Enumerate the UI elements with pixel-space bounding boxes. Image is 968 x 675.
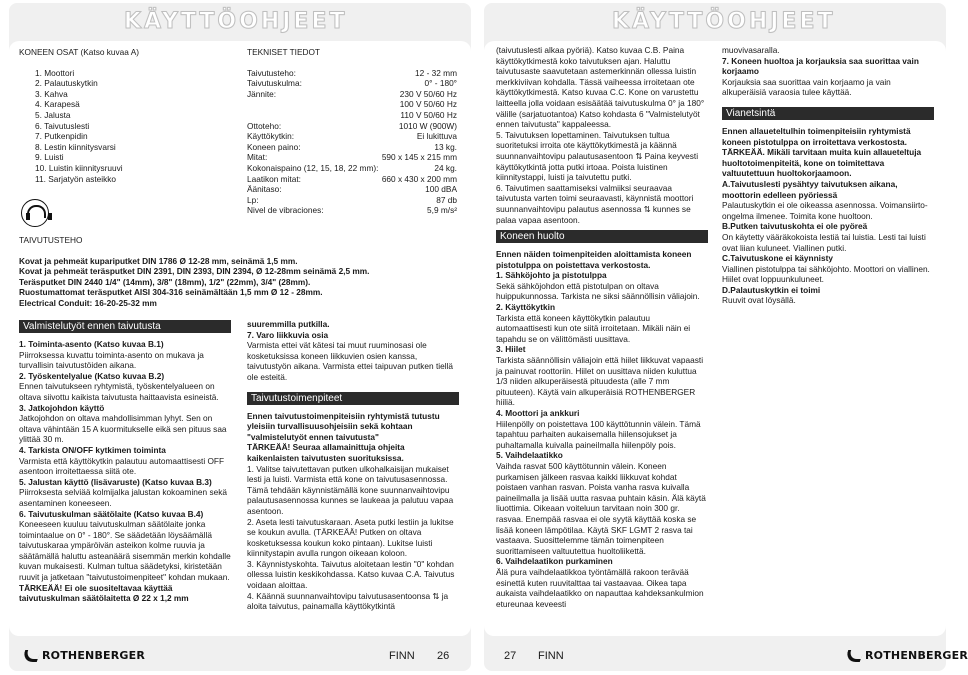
bending-step: 2. Aseta lesti taivutuskaraan. Aseta putki lestiin ja lukitse se koukun avulla. (TÄRKEÄÄ! Putken on oltava kosketuksessa koukun koko pintaan). Lukitse luisti kiinnitystapin avulla rungon oikeaan koloon. — [247, 516, 454, 559]
item-heading: 5. Jalustan käyttö (lisävaruste) (Katso kuvaa B.3) — [19, 476, 212, 487]
bending-step: 3. Käynnistyskohta. Taivutus aloitetaan lestin "0" kohdan ollessa luistin keskikohdassa. Katso kuvaa C.A. Taivutus voidaan aloittaa. — [247, 558, 455, 591]
parts-section — [19, 47, 229, 184]
parts-list — [19, 68, 229, 185]
left-page — [9, 3, 471, 671]
bending-continued: (taivutuslesti alkaa pyöriä). Katso kuvaa C.B. Paina käyttökytkimestä koko taivutuksen ajan. Haluttu taivutusaste saavutetaan astemerkinnän ollessa luistin merkkiviivan kohdalla. Tässä vaiheessa irroitetaan ote käyttökytkimestä. Katso kuvaa C.C. Kone on varustettu laitteella jolla voidaan esisäätää taivutuskulma 0° ja 180° välille (sarjatuotantoa) Katso kohdasta 6 "Valmistelutyöt ennen taivutusta" kappaleessa. — [496, 45, 705, 130]
maintenance-continued: muovivasaralla. — [722, 45, 780, 55]
capacity-line: Ruostumattomat teräsputket AISI 304-316 seinämältään 1,5 mm Ø 12 - 28mm. — [19, 287, 323, 298]
bending-section — [247, 319, 459, 612]
bending-step-5: 5. Taivutuksen lopettaminen. Taivutuksen tultua suoritetuksi irroita ote käyttökytkimestä ja käännä suunnanvaihtovipu palautusasentoon ⇅ Paina keyvesti käyttökytkintä jotta putki irtoaa. Poista luistinen kiinnitystappi, luisti ja taivutettu putki. — [496, 129, 699, 183]
item-heading: B.Putken taivutuskohta ei ole pyöreä — [722, 221, 868, 232]
brand-swoosh-icon — [844, 650, 864, 662]
brand-name: ROTHENBERGER — [865, 649, 968, 662]
tech-row — [247, 99, 457, 110]
item-heading: D.Palautuskytkin ei toimi — [722, 284, 821, 295]
item-text: Älä pura vaihdelaatikkoa työntämällä rakoon terävää esinettä kuten ruuvitalttaa tai vastaavaa. Oikea tapa aukaista vaihdelaatikko on napauttaa kahdeksankulmion etureunaa keveesti — [496, 566, 704, 609]
tech-value: 110 V 50/60 Hz — [400, 109, 457, 120]
angle-warning: TÄRKEÄÄ! Ei ole suositeltavaa käyttää taivutuskulman säätölaitetta Ø 22 x 1,2 mm — [19, 582, 189, 604]
tech-key: Jännite: — [247, 88, 277, 99]
right-col-1 — [496, 45, 708, 609]
right-col-2 — [722, 45, 934, 306]
brand-logo — [23, 649, 145, 662]
maintenance-intro: Ennen näiden toimenpiteiden aloittamista koneen pistotulppa on poistettava verkostosta. — [496, 249, 692, 270]
tech-value: 100 V 50/60 Hz — [399, 99, 457, 110]
tech-title: TEKNISET TIEDOT — [247, 47, 320, 57]
tech-row — [247, 68, 457, 79]
tech-value: 100 dBA — [425, 184, 457, 195]
tech-key: Koneen paino: — [247, 141, 301, 152]
left-footer — [9, 641, 471, 671]
prep-items — [19, 339, 231, 583]
bending-step: 1. Valitse taivutettavan putken ulkohalkaisijan mukaiset lesti ja luisti. Varmista että kone on taivutusasennossa. Tämä tehdään käynnistämällä kone suunnanvaihtovipu palautusasennossa kunnes se laukeaa ja palutuu vapaa asentoon. — [247, 463, 454, 516]
parts-list-item: 6. Taivutuslesti — [35, 120, 90, 131]
right-footer — [484, 641, 968, 671]
tech-value: 590 x 145 x 215 mm — [381, 152, 457, 163]
maintenance-items — [496, 270, 708, 609]
tech-row — [247, 78, 457, 89]
tech-key: Äänitaso: — [247, 184, 282, 195]
capacity-line: Kovat ja pehmeät kupariputket DIN 1786 Ø 12-28 mm, seinämä 1,5 mm. — [19, 255, 298, 266]
repair-text: Korjauksia saa suorittaa vain korjaamo ja vain alkuperäisiä varaosia tulee käyttää. — [722, 76, 891, 98]
tech-row — [247, 89, 457, 100]
parts-list-item: 7. Putkenpidin — [35, 131, 88, 142]
moving-parts-text: Varmista ettei vät kätesi tai muut ruuminosasi ole kosketuksissa koneen liikkuvien osien kanssa, taivutustyön aikana. Varmista ettei taipuvan putken tiellä ole esteitä. — [247, 340, 454, 382]
item-heading: 1. Sähköjohto ja pistotulppa — [496, 270, 607, 281]
capacity-line: Electrical Conduit: 16-20-25-32 mm — [19, 297, 157, 308]
item-text: Vaihda rasvat 500 käyttötunnin välein. Koneen purkamisen jälkeen rasvaa kaikki liikkuvat kohdat poistaen vanhan rasvan. Poista vanha rasva kuivalla paineilmalla ja lisää uutta rasvaa puhtain käsin. Älä käytä liuottimia. Oikeaan voiteluun tarvitaan noin 300 gr. rasvaa. Enempää rasvaa ei ole syytä käyttää koska se lisää koneen lämpötilaa. Käytä SKF LGMT 2 rasva tai vastaava. Suosittelemme tämän toimenpiteen suorittamiseen valtuutettua huoltoliikettä. — [496, 460, 706, 556]
tech-value: 0° - 180° — [424, 78, 457, 89]
bending-intro: Ennen taivutustoimenpiteisiin ryhtymistä tutustu yleisiin turvallisuusohjeisiin sekä kohtaan "valmistelutyöt ennen taivutusta" — [247, 410, 440, 442]
item-heading: A.Taivutuslesti pysähtyy taivutuksen aikana, moottorin edelleen pyöriessä — [722, 178, 898, 200]
section-header-maintenance: Koneen huolto — [496, 230, 708, 243]
item-heading: 6. Taivutuskulman säätölaite (Katso kuvaa B.4) — [19, 508, 204, 519]
parts-title: KONEEN OSAT (Katso kuvaa A) — [19, 47, 140, 57]
footer-language-right: FINN — [538, 650, 564, 662]
item-heading: 6. Vaihdelaatikon purkaminen — [496, 556, 613, 567]
parts-list-item: 10. Luistin kiinnitysruuvi — [35, 162, 123, 173]
tech-key: Ottoteho: — [247, 120, 282, 131]
section-header-preparation: Valmistelutyöt ennen taivutusta — [19, 320, 231, 333]
ear-protection-icon — [21, 199, 49, 227]
item-heading: 1. Toiminta-asento (Katso kuvaa B.1) — [19, 339, 164, 349]
tech-key: Kokonaispaino (12, 15, 18, 22 mm): — [247, 162, 379, 173]
capacity-line: Teräsputket DIN 2440 1/4" (14mm), 3/8" (18mm), 1/2" (22mm), 3/4" (28mm). — [19, 276, 311, 287]
item-text: Koneeseen kuuluu taivutuskulman säätölaite jonka toimintaalue on 0° - 180°. Se säädetään löysäämällä taivutuskaraa ympäröivän asteikon kolme ruuvia ja säätämällä haluttu asteanäärä sisemmän merkin kohdalle kuvan mukaisesti. Kulman tultua säädetyksi, kiristetään ruuvit ja jatketaan "taivutustoimenpiteet" kohdan mukaan. — [19, 519, 231, 583]
tech-row — [247, 131, 457, 142]
prep-section — [19, 319, 231, 604]
page-header-title-right: KÄYTTÖOHJEET — [612, 9, 836, 34]
parts-list-item: 2. Palautuskytkin — [35, 78, 98, 89]
parts-list-item: 1. Moottori — [35, 67, 75, 78]
bending-steps — [247, 464, 459, 612]
tech-value: 230 V 50/60 Hz — [399, 88, 457, 99]
troubleshooting-items — [722, 179, 934, 306]
item-heading: 2. Työskentelyalue (Katso kuvaa B.2) — [19, 370, 165, 381]
item-heading: 4. Tarkista ON/OFF kytkimen toiminta — [19, 444, 166, 455]
item-text: Ruuvit ovat löysällä. — [722, 295, 796, 306]
section-header-bending: Taivutustoimenpiteet — [247, 392, 459, 405]
item-text: Jatkojohdon on oltava mahdollisimman lyhyt. Sen on oltava vähintään 15 A kuormitukselle eikä sen pituus saa ylittää 30 m. — [19, 413, 227, 445]
parts-list-item: 9. Luisti — [35, 152, 64, 163]
tech-section — [247, 47, 457, 216]
moving-parts-heading: 7. Varo liikkuvia osia — [247, 329, 329, 340]
tech-value: 87 db — [436, 194, 457, 205]
item-heading: 2. Käyttökytkin — [496, 302, 556, 313]
tech-value: 660 x 430 x 200 mm — [381, 173, 457, 184]
item-heading: 5. Vaihdelaatikko — [496, 450, 563, 461]
item-text: Sekä sähköjohdon että pistotulpan on oltava huippukunnossa. Tarkista ne siksi säännöllisin väliajoin. — [496, 280, 700, 302]
item-text: Viallinen pistotulppa tai sähköjohto. Moottori on viallinen. Hiilet ovat loppuunkuluneet. — [722, 263, 930, 285]
capacity-section — [19, 193, 459, 309]
item-text: Tarkista että koneen käyttökytkin palautuu automaattisesti kun ote siitä irroitetaan. Mikäli näin ei tapahdu se on välittömästi uusittava. — [496, 312, 691, 344]
tech-key: Käyttökytkin: — [247, 131, 295, 142]
capacity-label: TAIVUTUSTEHO — [19, 235, 83, 245]
tech-value: Ei lukittuva — [416, 131, 457, 142]
item-heading: 3. Jatkojohdon käyttö — [19, 402, 105, 413]
item-text: Piirroksessa kuvattu toiminta-asento on mukava ja turvallisin taivutustöiden aikana. — [19, 349, 204, 371]
tech-row — [247, 163, 457, 174]
item-text: On käytetty vääräkokoista lestiä tai luistia. Lesti tai luisti ovat liian kuluneet. Viallinen putki. — [722, 231, 926, 253]
tech-value: 1010 W (900W) — [398, 120, 457, 131]
parts-list-item: 5. Jalusta — [35, 109, 71, 120]
item-text: Piirroksesta selviää kolmijalka jalustan kokoaminen sekä asentaminen koneeseen. — [19, 487, 227, 508]
brand-logo-right — [846, 649, 968, 662]
right-page-body — [484, 41, 946, 636]
prep-continued: suuremmilla putkilla. — [247, 319, 330, 329]
tech-key: Laatikon mitat: — [247, 173, 301, 184]
tech-value: 12 - 32 mm — [415, 67, 457, 78]
page-number-right: 27 — [504, 650, 517, 662]
tech-key: Mitat: — [247, 152, 268, 163]
parts-list-item: 4. Karapesä — [35, 99, 80, 110]
tech-key: Nivel de vibraciones: — [247, 205, 324, 216]
item-text: Palautuskytkin ei ole oikeassa asennossa. Voimansiirto-ongelma ilmenee. Toimita kone huoltoon. — [722, 200, 928, 221]
capacity-line: Kovat ja pehmeät teräsputket DIN 2391, DIN 2393, DIN 2394, Ø 12-28mm seinämä 2,5 mm. — [19, 266, 370, 277]
item-text: Hiilenpölly on poistettava 100 käyttötunnin välein. Tämä tapahtuu parhaiten aukaisemalla hiilensojukset ja puhaltamalla kuivalla paineilmalla hiilenpöly pois. — [496, 418, 701, 450]
page-number: 26 — [437, 650, 450, 662]
tech-row — [247, 121, 457, 132]
right-page — [484, 3, 968, 671]
item-text: Tarkista säännöllisin väliajoin että hiilet liikkuvat vapaasti ja painuvat roottoriin. Hiilet on uusittava niiden kuluttua 1/3 niiden alkuperäisestä pituudesta (alle 7 mm pituuteen). Käytä vain alkuperäisiä ROTHENBERGER hiiliä. — [496, 355, 704, 408]
tech-row — [247, 142, 457, 153]
parts-list-item: 3. Kahva — [35, 88, 68, 99]
footer-language: FINN — [389, 650, 415, 662]
tech-row — [247, 174, 457, 185]
tech-key: Lp: — [247, 194, 259, 205]
tech-row — [247, 152, 457, 163]
troubleshooting-intro: Ennen allaueteltulhin toimenpiteisiin ryhtymistä koneen pistotulppa on irroitettava verkostosta. TÄRKEÄÄ. Mikäli tarvitaan muita kuin allaueteltuja huoltotoimenpiteitä, kone on toimitettava valtuutettuun huoltokorjaamoon. — [722, 125, 922, 179]
item-heading: C.Taivutuskone ei käynnisty — [722, 253, 833, 264]
left-page-body — [9, 41, 471, 636]
tech-key: Taivutuskulma: — [247, 78, 302, 89]
item-heading: 4. Moottori ja ankkuri — [496, 408, 580, 418]
tech-value: 5,9 m/s² — [427, 205, 457, 216]
item-text: Varmista että käyttökytkin palautuu automaattisesti OFF asentoon irroitettaessa siitä ote. — [19, 455, 225, 477]
capacity-list — [19, 256, 459, 309]
brand-name: ROTHENBERGER — [42, 649, 146, 662]
page-header-title: KÄYTTÖOHJEET — [124, 9, 348, 34]
bending-warning: TÄRKEÄÄ! Seuraa allamainittuja ohjeita kaikenlaisten taivutusten suorituksissa. — [247, 442, 405, 463]
parts-list-item: 11. Sarjatyön asteikko — [35, 173, 117, 184]
bending-step: 4. Käännä suunnanvaihtovipu taivutusasentoonsa ⇅ ja aloita taivutus, painamalla käyttökytkintä — [247, 590, 449, 612]
repair-heading: 7. Koneen huoltoa ja korjauksia saa suorittaa vain korjaamo — [722, 55, 919, 77]
tech-row — [247, 110, 457, 121]
parts-list-item: 8. Lestin kiinnitysvarsi — [35, 141, 116, 152]
tech-value: 24 kg. — [434, 162, 457, 173]
brand-swoosh-icon — [21, 650, 41, 662]
bending-step-6: 6. Taivutimen saattamiseksi valmiiksi seuraavaa taivutusta varten toimi seuraavasti, käynnistä moottori suunnanvaihtovipu palautus asennossa ⇅ kunnes se palaa vapaa asentoon. — [496, 182, 694, 225]
tech-key: Taivutusteho: — [247, 67, 296, 78]
tech-value: 13 kg. — [434, 141, 457, 152]
section-header-troubleshooting: Vianetsintä — [722, 107, 934, 120]
item-text: Ennen taivutukseen ryhtymistä, työskentelyalueen on oltava siivottu kaikista taivutusta haittaavista esineistä. — [19, 381, 219, 402]
item-heading: 3. Hiilet — [496, 344, 526, 355]
